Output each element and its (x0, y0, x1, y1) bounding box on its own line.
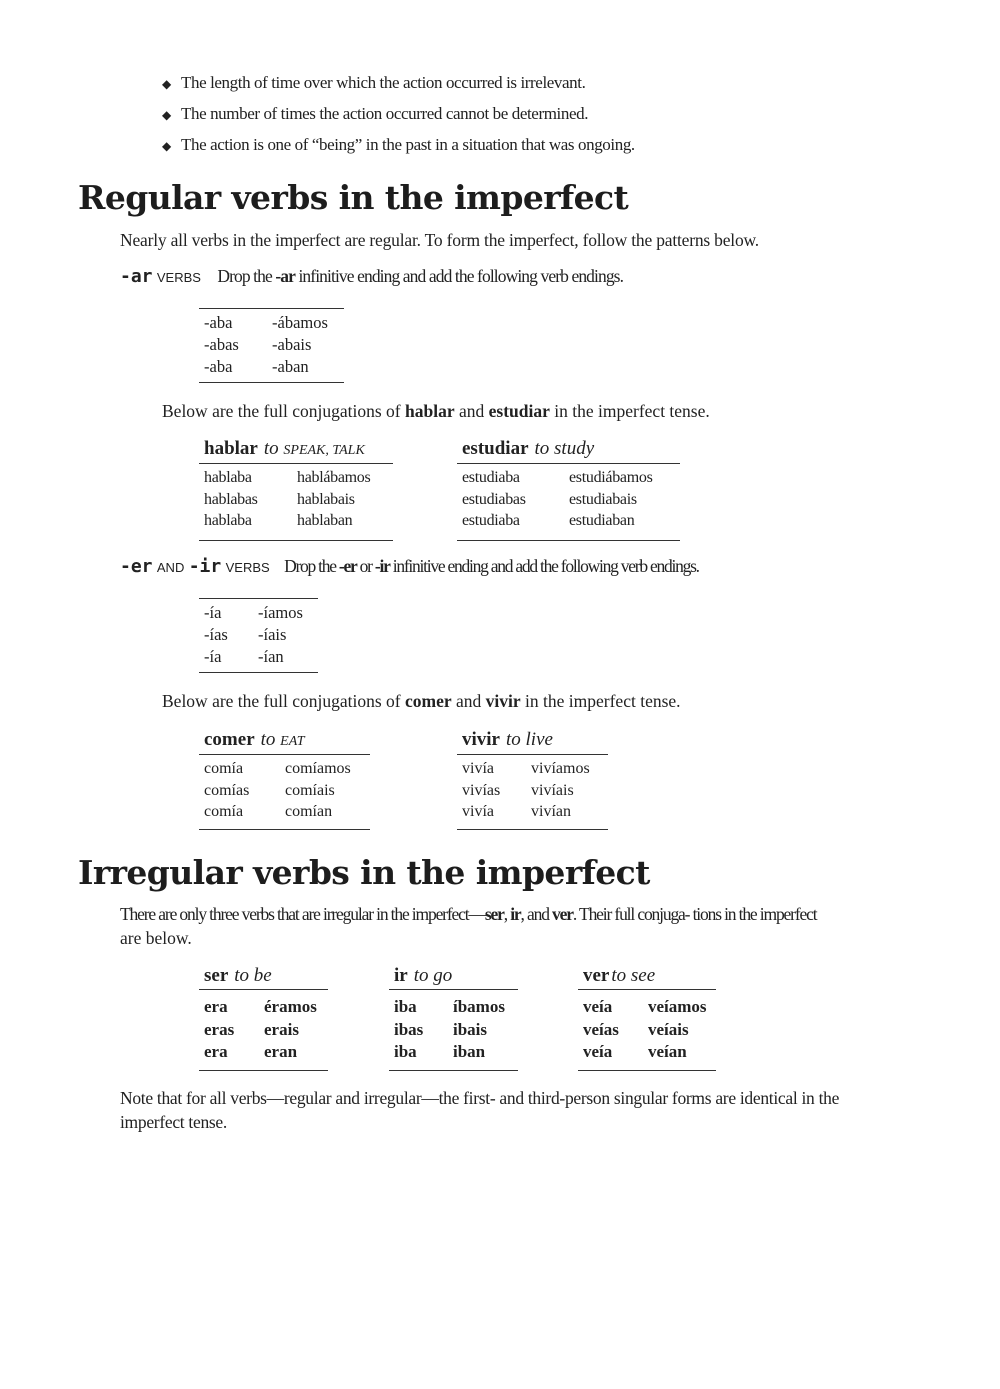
table-row: hablaba hablábamos (204, 469, 371, 486)
hablar-conjugation-table (199, 438, 393, 541)
table-row: vivía vivíamos (462, 760, 590, 777)
ir-conjugation-table (389, 965, 518, 1071)
hablar-table-header: hablar to SPEAK, TALK (199, 438, 393, 464)
ser-table-header: ser to be (199, 965, 328, 990)
list-item: ◆ The length of time over which the action occurred is irrelevant. (162, 70, 635, 101)
table-row: hablabas hablabais (204, 490, 355, 508)
ser-conjugation-table (199, 965, 328, 1071)
ar-instruction-text: Drop the -ar infinitive ending and add the following verb endings. (217, 266, 624, 286)
note-paragraph: Note that for all verbs—regular and irregular—the first- and third-person singular forms are identical in the imperfect tense. (120, 1088, 840, 1132)
table-row: era eran (204, 1042, 298, 1061)
table-row: -ías -íais (204, 625, 287, 644)
ar-conjugations-intro: Below are the full conjugations of hablar and estudiar in the imperfect tense. (162, 401, 710, 421)
ir-label: -ir (188, 556, 222, 577)
table-row: hablaba hablaban (204, 512, 353, 529)
er-ir-verbs-instruction: -er AND -ir VERBS Drop the -er or -ir infinitive ending and add the following verb endings. (120, 556, 699, 577)
ar-endings-table (199, 308, 344, 383)
ver-table-header: ver to see (578, 965, 716, 990)
table-row: eras erais (204, 1019, 299, 1039)
comer-conjugation-table (199, 729, 370, 830)
table-row: comía comían (204, 803, 333, 820)
irregular-verbs-heading: Irregular verbs in the imperfect (78, 853, 650, 892)
ar-label: -ar (120, 266, 153, 287)
diamond-bullet-icon: ◆ (162, 77, 171, 91)
table-row: comía comíamos (204, 760, 351, 777)
diamond-bullet-icon: ◆ (162, 139, 171, 153)
list-item: ◆ The number of times the action occurred cannot be determined. (162, 101, 635, 132)
estudiar-conjugation-table (457, 438, 680, 541)
er-label: -er (120, 556, 153, 577)
table-row: era éramos (204, 997, 317, 1016)
table-row: iba iban (394, 1042, 486, 1061)
er-ir-instruction-text: Drop the -er or -ir infinitive ending and add the following verb endings. (284, 556, 699, 576)
estudiar-table-header: estudiar to study (457, 438, 680, 464)
table-row: -abas -abais (204, 335, 312, 354)
er-ir-conjugations-intro: Below are the full conjugations of comer and vivir in the imperfect tense. (162, 691, 681, 711)
table-row: estudiabas estudiabais (462, 490, 637, 508)
table-row: ibas ibais (394, 1019, 488, 1039)
table-row: -aba -aban (204, 357, 309, 376)
table-row: -aba -ábamos (204, 313, 328, 332)
table-row: vivía vivían (462, 803, 571, 820)
table-row: -ía -ían (204, 647, 284, 666)
table-row: vivías vivíais (462, 781, 574, 799)
comer-table-header: comer to EAT (199, 729, 370, 755)
diamond-bullet-icon: ◆ (162, 108, 171, 122)
ar-verbs-instruction (120, 264, 623, 290)
table-row: -ía -íamos (204, 603, 303, 622)
table-row: iba íbamos (394, 997, 505, 1016)
regular-intro: Nearly all verbs in the imperfect are regular. To form the imperfect, follow the patterns below. (120, 230, 759, 250)
table-row: veía veían (583, 1042, 687, 1061)
ir-table-header: ir to go (389, 965, 518, 990)
bullet-list (162, 70, 635, 163)
regular-verbs-heading: Regular verbs in the imperfect (78, 178, 629, 217)
table-row: estudiaba estudiábamos (462, 469, 653, 486)
vivir-table-header: vivir to live (457, 729, 608, 755)
irregular-intro: There are only three verbs that are irregular in the imperfect—ser, ir, and ver. Their full conjuga- tions in the imperfect are below. (120, 904, 817, 948)
er-ir-endings-table (199, 598, 318, 673)
list-item: ◆ The action is one of “being” in the past in a situation that was ongoing. (162, 132, 635, 163)
ver-conjugation-table (578, 965, 716, 1071)
table-row: veía veíamos (583, 997, 707, 1016)
verbs-label: VERBS (156, 270, 201, 285)
table-row: comías comíais (204, 781, 335, 799)
table-row: estudiaba estudiaban (462, 512, 635, 529)
vivir-conjugation-table (457, 729, 608, 830)
table-row: veías veíais (583, 1019, 689, 1039)
